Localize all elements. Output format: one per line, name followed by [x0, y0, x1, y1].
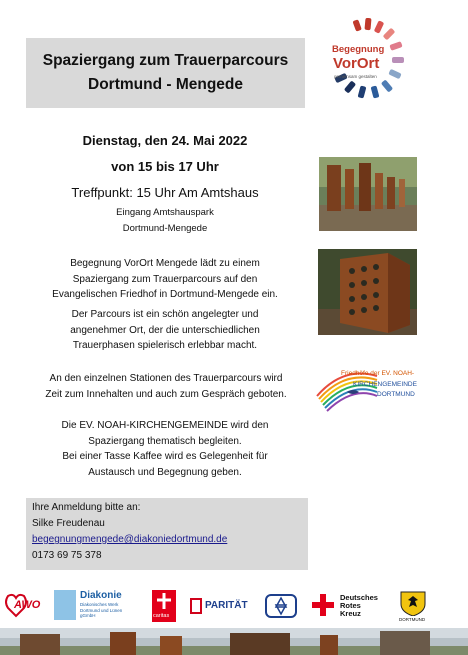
paragraph-line: Austausch und Begegnung geben. [88, 466, 242, 478]
paragraph-line: Trauerphasen spielerisch erlebbar macht. [72, 340, 258, 351]
diakonie-text: Diakonie [80, 590, 122, 601]
title-line-2: Dortmund - Mengede [88, 76, 243, 93]
parcours-photo-1 [319, 157, 417, 231]
meeting-point: Treffpunkt: 15 Uhr Am Amtshaus [71, 185, 259, 200]
paragraph-line: An den einzelnen Stationen des Trauerparcours wird [49, 373, 283, 384]
paragraph-invitation [20, 256, 310, 303]
paragraph-line: Der Parcours ist ein schön angelegter und [71, 309, 259, 320]
paragraph-line: Spaziergang zum Trauerparcours auf den [72, 273, 258, 285]
paritaet-logo [190, 598, 252, 614]
jewish-community-logo [265, 594, 297, 618]
paragraph-noah [20, 418, 310, 480]
paragraph-parcours [20, 307, 310, 354]
paragraph-line: Zeit zum Innehalten und auch zum Gespräch geboten. [45, 388, 287, 400]
drk-text-2: Rotes [340, 601, 361, 610]
place-info: Dortmund-Mengede [122, 223, 208, 234]
paritaet-text: PARITÄT [205, 600, 248, 611]
friedhof-logo-line-2: KIRCHENGEMEINDE [353, 381, 417, 388]
dortmund-logo [398, 590, 428, 624]
signup-email-link[interactable]: begegnungmengede@diakoniedortmund.de [32, 534, 228, 545]
vorort-logo-line-3: gemeinsam gestalten [334, 74, 377, 79]
entrance-info: Eingang Amtshauspark [116, 207, 214, 218]
dortmund-eagle-crest-icon [398, 590, 428, 616]
event-time: von 15 bis 17 Uhr [111, 159, 219, 174]
diakonie-subtext: Diakonisches Werk Dortmund und Lünen gGmbH [80, 602, 123, 618]
parcours-photo-2 [318, 249, 417, 335]
paritaet-equals-icon [190, 598, 202, 614]
friedhoefe-noah-logo [313, 366, 425, 414]
diakonie-logo [54, 590, 138, 620]
drk-logo [312, 594, 382, 622]
paragraph-line: angenehmer Ort, der die unterschiedlichen [70, 324, 260, 336]
drk-text-1: Deutsches [340, 593, 378, 602]
title-line-1: Spaziergang zum Trauerparcours [42, 52, 289, 69]
dortmund-text: DORTMUND [399, 617, 426, 622]
caritas-cross-icon [152, 590, 176, 612]
signup-name: Silke Freudenau [32, 518, 105, 529]
paragraph-line: Die EV. NOAH-KIRCHENGEMEINDE wird den [61, 420, 269, 431]
drk-text-3: Kreuz [340, 609, 361, 618]
friedhof-logo-line-1: Friedhöfe der EV. NOAH- [341, 370, 415, 377]
awo-logo [2, 592, 42, 618]
begegnung-vorort-logo [328, 18, 406, 106]
paragraph-line: Begegnung VorOrt Mengede lädt zu einem [70, 258, 260, 269]
vorort-logo-line-2: VorOrt [333, 55, 380, 72]
paragraph-stations [18, 371, 314, 402]
event-date: Dienstag, den 24. Mai 2022 [82, 133, 248, 148]
paragraph-line: Spaziergang thematisch begleiten. [88, 435, 242, 447]
diakonie-square-icon [54, 590, 76, 620]
star-of-david-icon [265, 594, 297, 618]
signup-intro: Ihre Anmeldung bitte an: [32, 502, 141, 513]
paragraph-line: Evangelischen Friedhof in Dortmund-Mengede ein. [52, 289, 278, 300]
caritas-logo [152, 590, 176, 622]
signup-box [26, 498, 308, 570]
title-box [26, 38, 305, 108]
signup-phone: 0173 69 75 378 [32, 550, 102, 561]
friedhof-logo-line-3: DORTMUND [377, 391, 415, 398]
bottom-photo-strip [0, 628, 468, 655]
awo-text: AWO [14, 599, 41, 611]
paragraph-line: Bei einer Tasse Kaffee wird es Gelegenheit für [62, 451, 268, 462]
partner-logos [0, 586, 468, 626]
red-cross-icon [312, 594, 334, 616]
caritas-text: caritas [153, 613, 170, 619]
vorort-logo-line-1: Begegnung [332, 44, 385, 55]
